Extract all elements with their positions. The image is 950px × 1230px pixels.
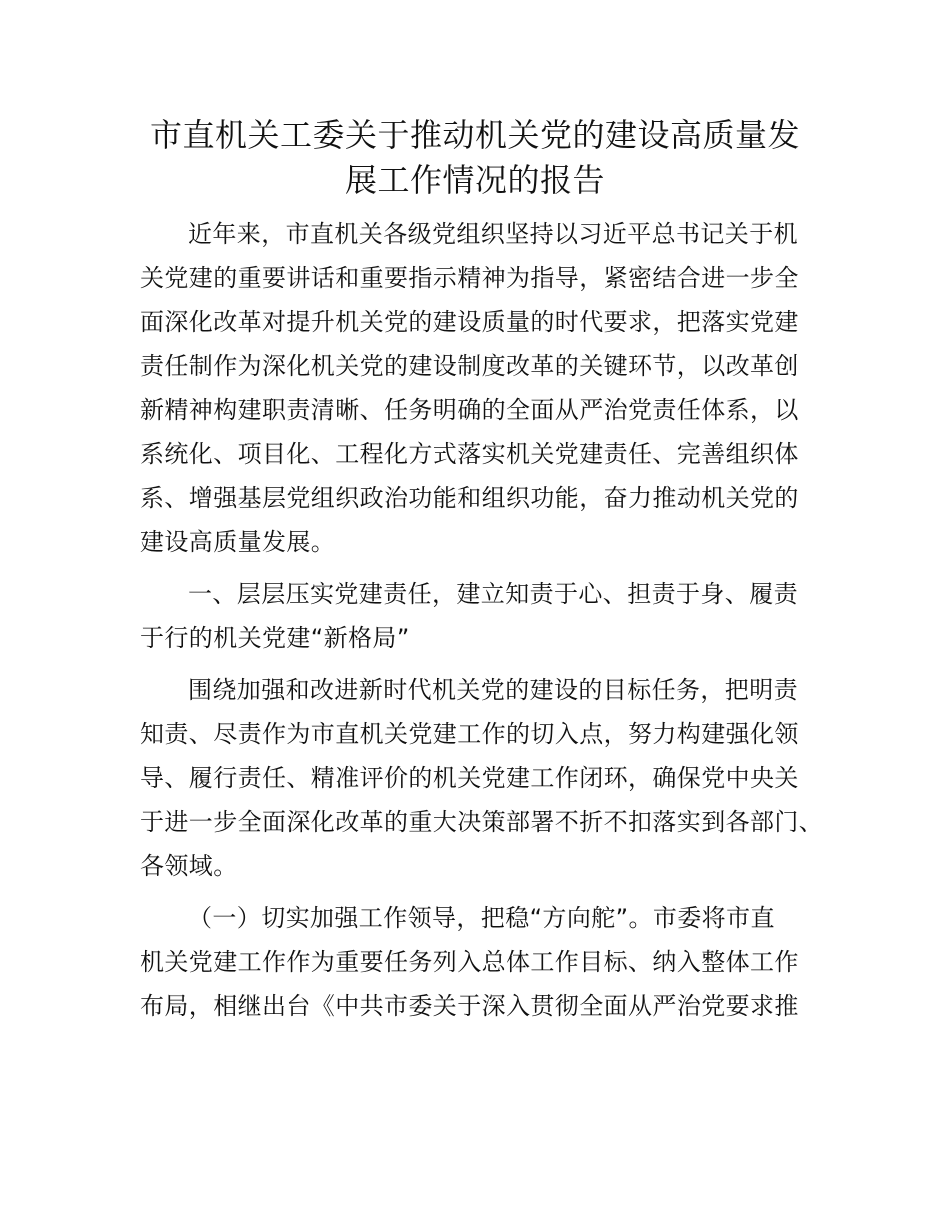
paragraph-1-line-5: 新精神构建职责清晰、任务明确的全面从严治党责任体系，以 [140,396,799,424]
paragraph-3-line-5: 各领域。 [140,852,238,880]
document-title-line-2: 展工作情况的报告 [344,161,605,199]
paragraph-1-line-8: 建设高质量发展。 [140,528,336,556]
section-heading-line-1: 一、层层压实党建责任，建立知责于心、担责于身、履责 [188,580,798,608]
document-title-line-1: 市直机关工委关于推动机关党的建设高质量发 [149,116,800,154]
paragraph-4-line-2: 机关党建工作作为重要任务列入总体工作目标、纳入整体工作 [140,948,799,976]
paragraph-3-line-1: 围绕加强和改进新时代机关党的建设的目标任务，把明责 [188,676,798,704]
paragraph-4-line-3: 布局，相继出台《中共市委关于深入贯彻全面从严治党要求推 [140,992,799,1020]
paragraph-1-line-1: 近年来，市直机关各级党组织坚持以习近平总书记关于机 [188,220,798,248]
paragraph-1-line-3: 面深化改革对提升机关党的建设质量的时代要求，把落实党建 [140,308,799,336]
paragraph-3-line-2: 知责、尽责作为市直机关党建工作的切入点，努力构建强化领 [140,720,799,748]
paragraph-1-line-4: 责任制作为深化机关党的建设制度改革的关键环节，以改革创 [140,352,799,380]
paragraph-4-line-1: （一）切实加强工作领导，把稳“方向舵”。市委将市直 [188,904,775,932]
paragraph-3-line-4: 于进一步全面深化改革的重大决策部署不折不扣落实到各部门、 [140,808,824,836]
paragraph-3-line-3: 导、履行责任、精准评价的机关党建工作闭环，确保党中央关 [140,764,799,792]
section-heading-line-2: 于行的机关党建“新格局” [140,624,410,652]
paragraph-1-line-7: 系、增强基层党组织政治功能和组织功能，奋力推动机关党的 [140,484,799,512]
paragraph-1-line-6: 系统化、项目化、工程化方式落实机关党建责任、完善组织体 [140,440,799,468]
paragraph-1-line-2: 关党建的重要讲话和重要指示精神为指导，紧密结合进一步全 [140,264,799,292]
